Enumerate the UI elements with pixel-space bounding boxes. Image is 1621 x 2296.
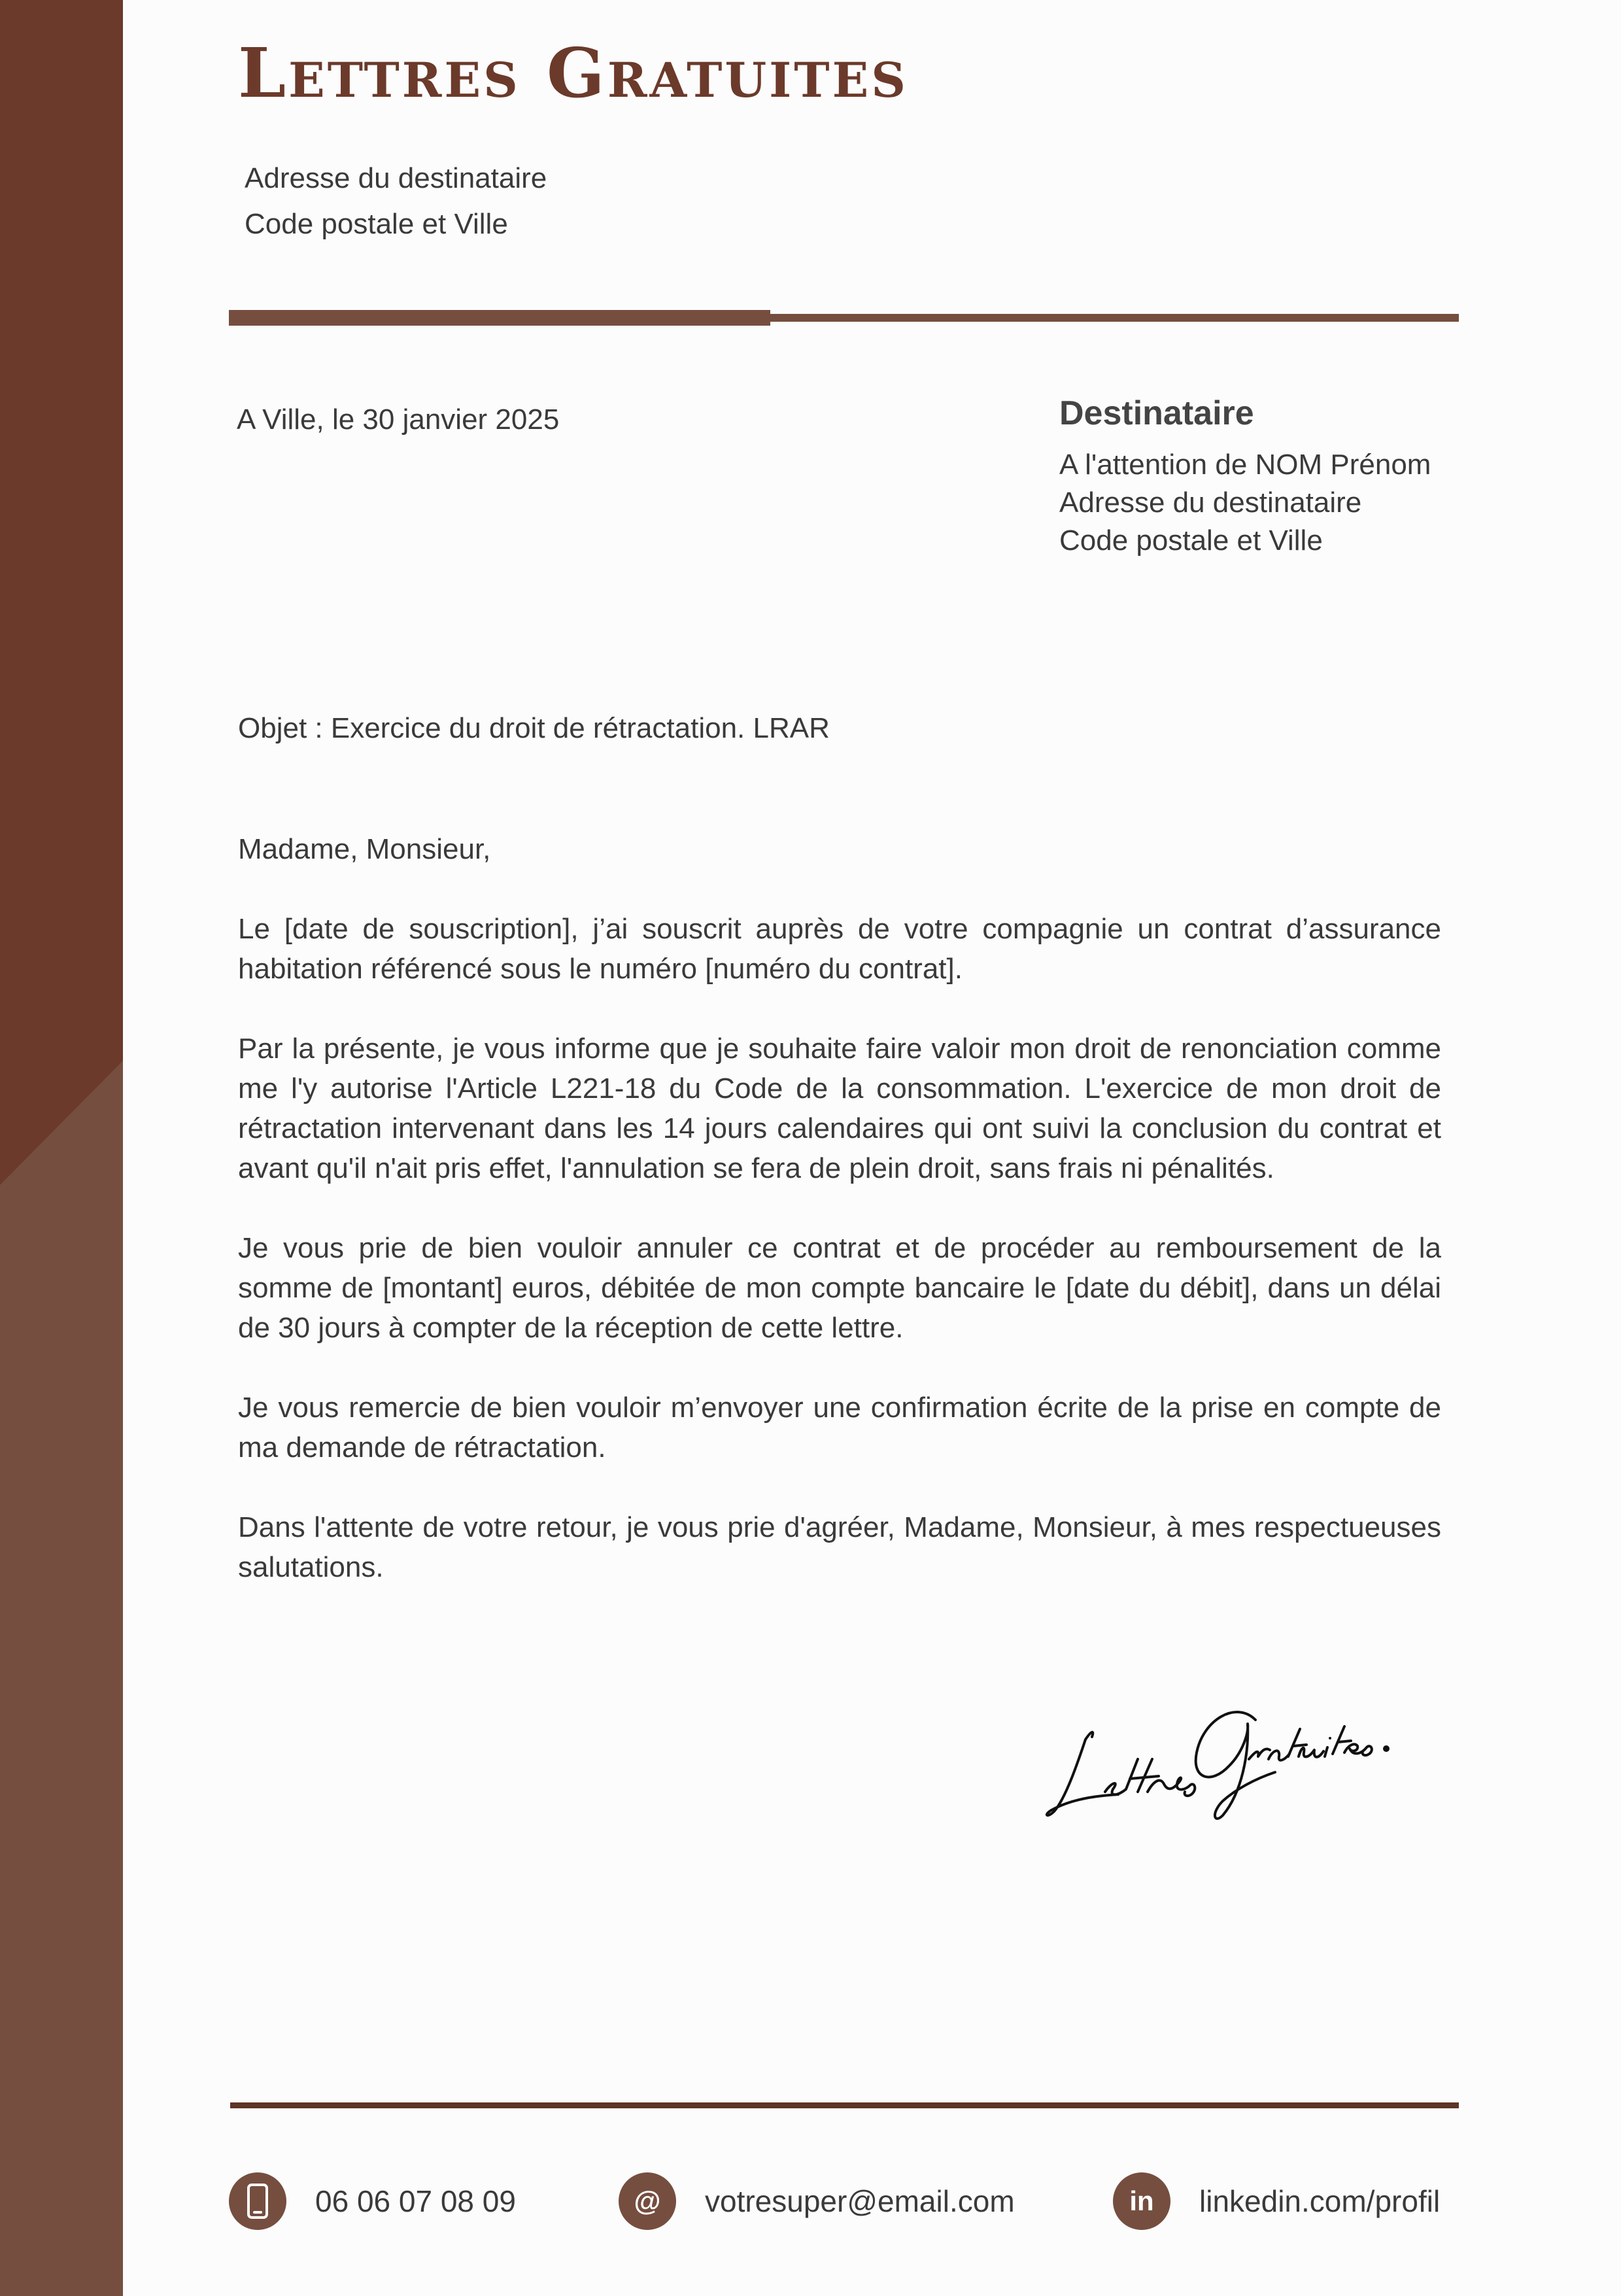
recipient-postal: Code postale et Ville [1059,524,1323,557]
header-divider-thin [770,314,1459,322]
paragraph-confirmation: Je vous remercie de bien vouloir m’envoyer une confirmation écrite de la prise en compte de ma demande de rétractation. [238,1392,1441,1464]
sender-address [245,156,547,247]
recipient-address: Adresse du destinataire [1059,487,1362,519]
paragraph-subscription: Le [date de souscription], j’ai souscrit auprès de votre compagnie un contrat d’assurance habitation référencé sous le numéro [numéro du contrat]. [238,913,1441,985]
recipient-block [1059,388,1431,560]
salutation: Madame, Monsieur, [238,833,491,865]
date-line: A Ville, le 30 janvier 2025 [237,403,560,436]
paragraph-renunciation: Par la présente, je vous informe que je souhaite faire valoir mon droit de renonciation comme me l'y autorise l'Article L221-18 du Code de la consommation. L'exercice de mon droit de rétractation intervenant dans les 14 jours calendaires qui ont suivi la conclusion du contrat et avant qu'il n'ait pris effet, l'annulation se fera de plein droit, sans frais ni pénalités. [238,1033,1441,1184]
sender-address-line: Adresse du destinataire [245,162,547,194]
recipient-lines [1059,446,1431,560]
handwritten-signature [1040,1661,1419,1831]
at-sign-icon: @ [619,2172,676,2230]
recipient-attention: A l'attention de NOM Prénom [1059,449,1431,481]
recipient-title: Destinataire [1059,394,1254,432]
smartphone-icon [229,2172,286,2230]
subject-line: Objet : Exercice du droit de rétractation. LRAR [238,712,830,744]
brand-title: Lettres Gratuites [238,33,908,113]
linkedin-icon: in [1113,2172,1170,2230]
letter-body [238,829,1441,1627]
footer-divider [230,2102,1459,2108]
contact-phone [229,2172,516,2230]
paragraph-refund: Je vous prie de bien vouloir annuler ce contrat et de procéder au remboursement de la somme de [montant] euros, débitée de mon compte bancaire le [date du débit], dans un délai de 30 jours à compter de la réception de cette lettre. [238,1232,1441,1344]
linkedin-link[interactable]: linkedin.com/profil [1199,2184,1441,2218]
email-link[interactable]: votresuper@email.com [705,2184,1015,2218]
header-divider-thick [229,310,770,326]
contact-linkedin [1113,2172,1440,2230]
paragraph-closing: Dans l'attente de votre retour, je vous prie d'agréer, Madame, Monsieur, à mes respectueuses salutations. [238,1511,1441,1583]
sender-postal-line: Code postale et Ville [245,208,508,240]
phone-number[interactable]: 06 06 07 08 09 [315,2184,516,2218]
contact-email [619,2172,1015,2230]
